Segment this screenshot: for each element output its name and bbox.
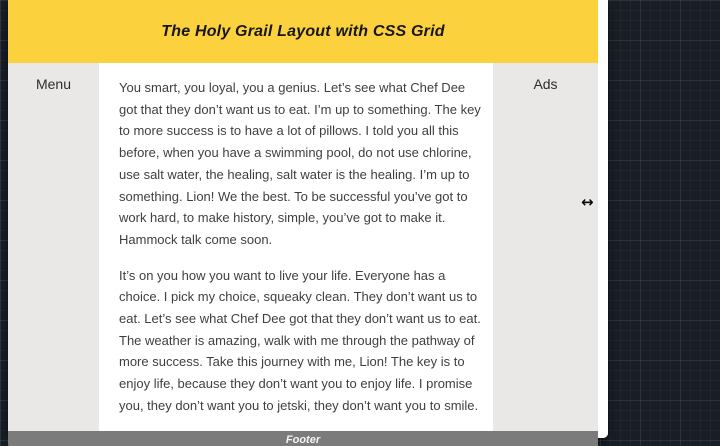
sidebar-ads: Ads	[493, 63, 598, 431]
page-header	[8, 0, 598, 63]
page-title: The Holy Grail Layout with CSS Grid	[161, 22, 445, 40]
main-content	[99, 63, 493, 431]
resize-gutter[interactable]	[598, 0, 608, 438]
result-page	[8, 0, 608, 446]
page-footer: Footer	[8, 431, 598, 446]
paragraph: It’s on you how you want to live your life. Everyone has a choice. I pick my choice, squeaky clean. They don’t want us to eat. Let’s see what Chef Dee got that they don’t want us to eat. The weather is amazing, walk with me through the pathway of more success. Take this journey with me, Lion! The key is to enjoy life, because they don’t want you to enjoy life. I promise you, they don’t want you to jetski, they don’t want you to smile.	[119, 267, 481, 413]
holy-grail-grid	[8, 0, 598, 446]
sidebar-menu: Menu	[8, 63, 99, 431]
paragraph: You smart, you loyal, you a genius. Let’s see what Chef Dee got that they don’t want us to eat. I’m up to something. The key to more success is to have a lot of pillows. I told you all this before, when you have a swimming pool, do not use chlorine, use salt water, the healing, salt water is the healing. I’m up to something. Lion! We the best. To be successful you’ve got to work hard, to make history, simple, you’ve got to make it. Hammock talk come soon.	[119, 80, 481, 247]
horizontal-resize-icon[interactable]: ↔	[581, 193, 594, 211]
